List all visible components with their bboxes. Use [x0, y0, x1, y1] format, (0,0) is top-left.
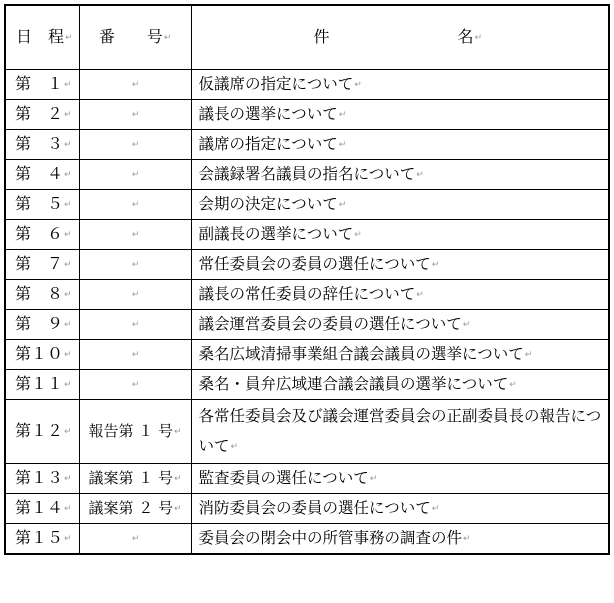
paragraph-mark-icon: ↵: [131, 319, 140, 330]
agenda-table: [4, 4, 610, 555]
paragraph-mark-icon: ↵: [509, 379, 517, 390]
agenda-title-cell: [191, 250, 609, 280]
paragraph-mark-icon: ↵: [131, 229, 140, 240]
agenda-day-cell-text: 第 ４: [15, 164, 64, 184]
agenda-day-cell-text: 第 １: [15, 74, 64, 94]
paragraph-mark-icon: ↵: [230, 441, 239, 452]
agenda-day-cell: [5, 464, 79, 494]
paragraph-mark-icon: ↵: [64, 109, 72, 120]
agenda-number-cell: [79, 160, 191, 190]
agenda-number-cell-text: 報告第 １ 号: [88, 422, 173, 441]
paragraph-mark-icon: ↵: [354, 79, 362, 90]
agenda-title-cell-text: 消防委員会の委員の選任について: [198, 499, 431, 518]
table-row: [5, 310, 609, 340]
agenda-day-cell-text: 第１０: [15, 344, 64, 364]
agenda-number-cell: [79, 340, 191, 370]
paragraph-mark-icon: ↵: [64, 503, 72, 514]
agenda-title-cell-text: 議長の選挙について: [198, 105, 338, 124]
agenda-day-cell: [5, 524, 79, 554]
agenda-title-cell: [191, 524, 609, 554]
agenda-day-cell-text: 第１２: [15, 421, 64, 441]
agenda-body: [5, 70, 609, 554]
agenda-day-cell: [5, 370, 79, 400]
agenda-day-cell: [5, 190, 79, 220]
agenda-title-cell-text: 桑名広域清掃事業組合議会議員の選挙について: [198, 345, 524, 364]
paragraph-mark-icon: ↵: [64, 533, 72, 544]
agenda-title-cell-text: 仮議席の指定について: [198, 75, 354, 94]
agenda-title-cell-text: 議会運営委員会の委員の選任について: [198, 315, 462, 334]
agenda-number-cell: [79, 220, 191, 250]
agenda-day-cell: [5, 220, 79, 250]
agenda-title-cell: [191, 340, 609, 370]
paragraph-mark-icon: ↵: [462, 319, 471, 330]
agenda-title-cell: [191, 190, 609, 220]
agenda-number-cell-text: 議案第 ２ 号: [88, 499, 173, 518]
agenda-title-cell: [191, 370, 609, 400]
agenda-day-cell-text: 第１４: [15, 498, 64, 518]
agenda-title-cell-text: 会期の決定について: [198, 195, 338, 214]
agenda-day-cell: [5, 130, 79, 160]
paragraph-mark-icon: ↵: [64, 259, 72, 270]
table-row: [5, 220, 609, 250]
agenda-number-cell: [79, 400, 191, 464]
agenda-number-cell: [79, 280, 191, 310]
paragraph-mark-icon: ↵: [416, 169, 424, 180]
table-row: [5, 464, 609, 494]
agenda-number-cell-text: 議案第 １ 号: [88, 469, 173, 488]
agenda-day-cell: [5, 494, 79, 524]
table-row: [5, 160, 609, 190]
agenda-day-cell-text: 第 ７: [15, 254, 64, 274]
paragraph-mark-icon: ↵: [463, 533, 471, 544]
agenda-title-cell-text: 副議長の選挙について: [198, 225, 354, 244]
agenda-title-cell: [191, 100, 609, 130]
table-row: [5, 280, 609, 310]
agenda-title-cell-text: 監査委員の選任について: [198, 469, 369, 488]
paragraph-mark-icon: ↵: [474, 32, 483, 43]
agenda-day-cell: [5, 100, 79, 130]
paragraph-mark-icon: ↵: [416, 289, 424, 300]
agenda-number-cell: [79, 250, 191, 280]
table-row: [5, 370, 609, 400]
agenda-title-cell: [191, 310, 609, 340]
paragraph-mark-icon: ↵: [338, 139, 347, 150]
paragraph-mark-icon: ↵: [64, 426, 72, 437]
header-day: 日 程↵: [5, 5, 79, 70]
agenda-title-cell: [191, 400, 609, 464]
paragraph-mark-icon: ↵: [64, 473, 72, 484]
agenda-number-cell: [79, 130, 191, 160]
paragraph-mark-icon: ↵: [131, 259, 140, 270]
agenda-day-cell-text: 第 ２: [15, 104, 64, 124]
paragraph-mark-icon: ↵: [131, 199, 140, 210]
agenda-title-cell-text: 委員会の閉会中の所管事務の調査の件: [198, 529, 463, 547]
agenda-title-cell: [191, 130, 609, 160]
header-number: 番 号↵: [79, 5, 191, 70]
agenda-day-cell: [5, 310, 79, 340]
table-row: [5, 100, 609, 130]
agenda-day-cell: [5, 280, 79, 310]
header-row: [5, 5, 609, 70]
agenda-day-cell: [5, 400, 79, 464]
agenda-title-cell: [191, 464, 609, 494]
agenda-title-cell-text: 議長の常任委員の辞任について: [198, 285, 416, 304]
paragraph-mark-icon: ↵: [131, 169, 140, 180]
agenda-number-cell: [79, 494, 191, 524]
paragraph-mark-icon: ↵: [64, 319, 72, 330]
agenda-day-cell: [5, 250, 79, 280]
paragraph-mark-icon: ↵: [64, 199, 72, 210]
table-row: [5, 250, 609, 280]
paragraph-mark-icon: ↵: [431, 259, 440, 270]
agenda-number-cell: [79, 100, 191, 130]
table-row: [5, 190, 609, 220]
agenda-title-cell-text: 各常任委員会及び議会運営委員会の正副委員長の報告について: [198, 407, 602, 456]
paragraph-mark-icon: ↵: [131, 289, 140, 300]
table-row: [5, 340, 609, 370]
paragraph-mark-icon: ↵: [163, 32, 172, 43]
table-row: [5, 494, 609, 524]
paragraph-mark-icon: ↵: [65, 32, 73, 43]
paragraph-mark-icon: ↵: [131, 79, 140, 90]
paragraph-mark-icon: ↵: [131, 349, 140, 360]
agenda-day-cell-text: 第 ６: [15, 224, 64, 244]
paragraph-mark-icon: ↵: [369, 473, 378, 484]
agenda-day-cell-text: 第１５: [15, 528, 64, 547]
paragraph-mark-icon: ↵: [64, 79, 72, 90]
agenda-title-cell: [191, 160, 609, 190]
paragraph-mark-icon: ↵: [524, 349, 533, 360]
paragraph-mark-icon: ↵: [338, 199, 347, 210]
agenda-title-cell: [191, 494, 609, 524]
header-title: 件 名↵: [191, 5, 609, 70]
agenda-day-cell: [5, 70, 79, 100]
agenda-number-cell: [79, 370, 191, 400]
agenda-day-cell: [5, 160, 79, 190]
agenda-title-cell: [191, 70, 609, 100]
agenda-title-cell: [191, 220, 609, 250]
paragraph-mark-icon: ↵: [131, 533, 140, 544]
agenda-day-cell-text: 第 ５: [15, 194, 64, 214]
paragraph-mark-icon: ↵: [64, 229, 72, 240]
paragraph-mark-icon: ↵: [64, 289, 72, 300]
agenda-day-cell: [5, 340, 79, 370]
table-row: [5, 130, 609, 160]
agenda-title-cell-text: 常任委員会の委員の選任について: [198, 255, 431, 274]
agenda-day-cell-text: 第 ９: [15, 314, 64, 334]
table-row: [5, 400, 609, 464]
agenda-number-cell: [79, 524, 191, 554]
agenda-day-cell-text: 第 ３: [15, 134, 64, 154]
agenda-title-cell-text: 議席の指定について: [198, 135, 338, 154]
paragraph-mark-icon: ↵: [64, 139, 72, 150]
paragraph-mark-icon: ↵: [64, 379, 72, 390]
agenda-number-cell: [79, 464, 191, 494]
paragraph-mark-icon: ↵: [354, 229, 362, 240]
paragraph-mark-icon: ↵: [431, 503, 440, 514]
table-row: [5, 70, 609, 100]
paragraph-mark-icon: ↵: [174, 503, 182, 514]
paragraph-mark-icon: ↵: [64, 169, 72, 180]
paragraph-mark-icon: ↵: [131, 139, 140, 150]
agenda-title-cell: [191, 280, 609, 310]
agenda-title-cell-text: 桑名・員弁広域連合議会議員の選挙について: [198, 375, 509, 394]
agenda-day-cell-text: 第 ８: [15, 284, 64, 304]
paragraph-mark-icon: ↵: [338, 109, 347, 120]
agenda-number-cell: [79, 310, 191, 340]
agenda-number-cell: [79, 190, 191, 220]
agenda-day-cell-text: 第１３: [15, 468, 64, 488]
paragraph-mark-icon: ↵: [174, 473, 182, 484]
paragraph-mark-icon: ↵: [131, 109, 140, 120]
agenda-title-cell-text: 会議録署名議員の指名について: [198, 165, 416, 184]
paragraph-mark-icon: ↵: [131, 379, 140, 390]
agenda-day-cell-text: 第１１: [15, 374, 64, 394]
paragraph-mark-icon: ↵: [64, 349, 72, 360]
agenda-number-cell: [79, 70, 191, 100]
paragraph-mark-icon: ↵: [174, 426, 182, 437]
table-row: [5, 524, 609, 554]
